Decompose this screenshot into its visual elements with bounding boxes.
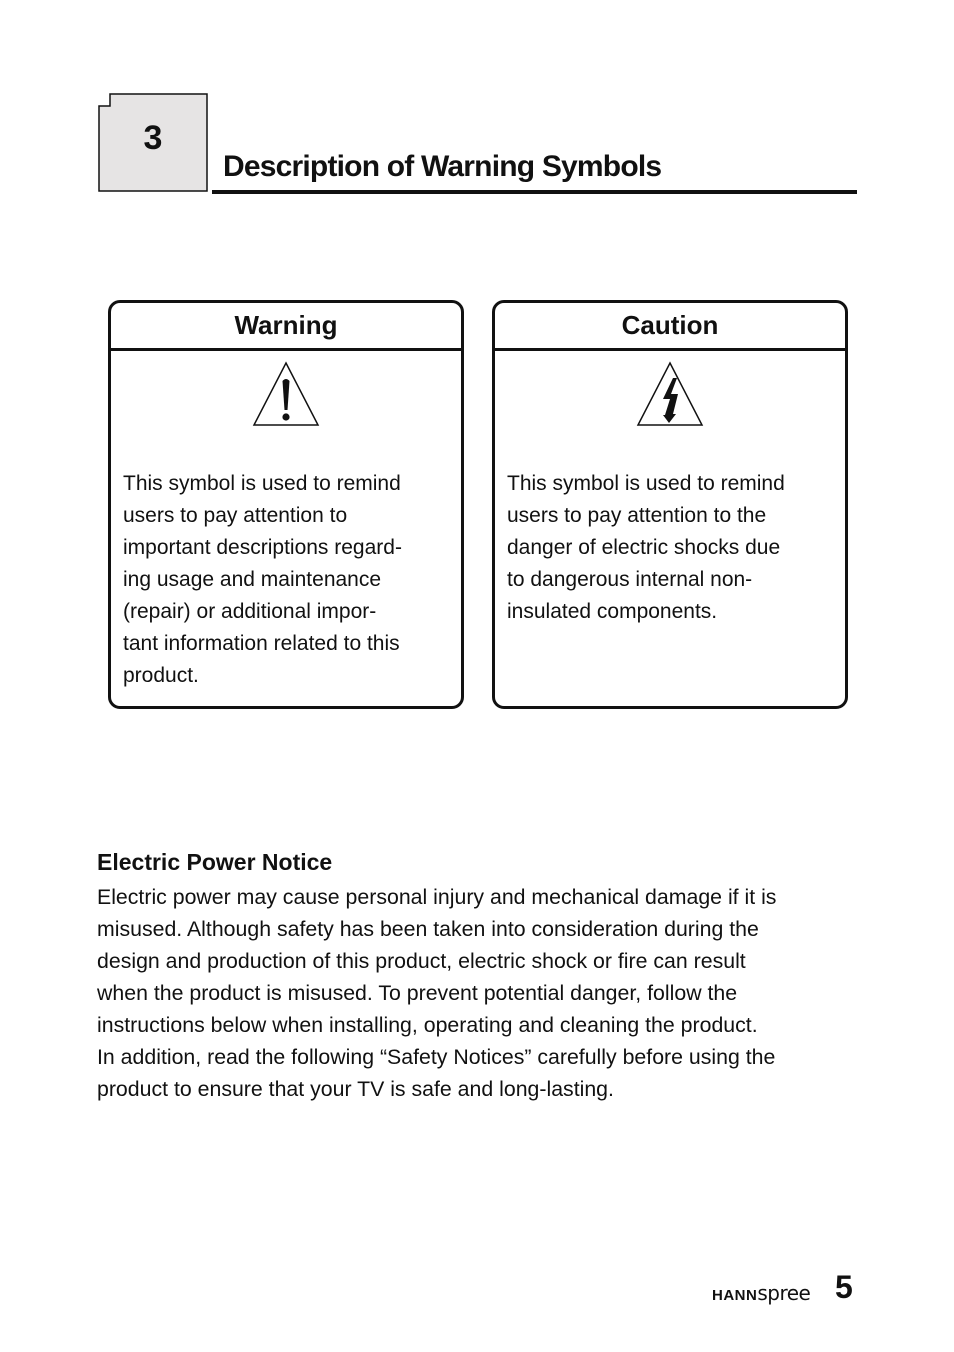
text-line: danger of electric shocks due: [507, 536, 781, 559]
text-line: ing usage and maintenance: [123, 568, 382, 591]
text-line: users to pay attention to the: [507, 504, 767, 527]
text-line: when the product is misused. To prevent potential danger, follow the: [97, 981, 738, 1005]
title-rule: [212, 190, 857, 194]
text-line: (repair) or additional impor-: [123, 600, 377, 623]
section-title: Description of Warning Symbols: [223, 150, 662, 183]
text-line: users to pay attention to: [123, 504, 348, 527]
warning-box: [108, 300, 464, 709]
lightning-triangle-icon: [636, 361, 704, 432]
text-line: In addition, read the following “Safety Notices” carefully before using the: [97, 1045, 776, 1069]
text-line: This symbol is used to remind: [507, 472, 785, 495]
chapter-number: 3: [143, 119, 163, 157]
caution-box-title: Caution: [495, 303, 845, 351]
text-line: important descriptions regard-: [123, 536, 402, 559]
caution-box: [492, 300, 848, 709]
brand-logo: [712, 1281, 810, 1306]
brand-logo-light: spree: [757, 1281, 811, 1305]
chapter-tab: [98, 93, 208, 192]
text-line: instructions below when installing, operating and cleaning the product.: [97, 1013, 758, 1037]
exclamation-triangle-icon: [252, 361, 320, 432]
text-line: This symbol is used to remind: [123, 472, 401, 495]
text-line: design and production of this product, electric shock or fire can result: [97, 949, 746, 973]
text-line: tant information related to this: [123, 632, 400, 655]
text-line: product.: [123, 664, 199, 687]
text-line: insulated components.: [507, 600, 718, 623]
warning-box-title: Warning: [111, 303, 461, 351]
warning-box-text: [123, 468, 453, 692]
page-number: 5: [835, 1269, 853, 1305]
text-line: misused. Although safety has been taken into consideration during the: [97, 917, 759, 941]
caution-box-text: [507, 468, 837, 628]
text-line: to dangerous internal non-: [507, 568, 753, 591]
notice-body: [97, 881, 867, 1105]
text-line: Electric power may cause personal injury and mechanical damage if it is: [97, 885, 777, 909]
brand-logo-bold: HANN: [712, 1287, 758, 1304]
notice-heading: Electric Power Notice: [97, 849, 333, 875]
text-line: product to ensure that your TV is safe and long-lasting.: [97, 1077, 614, 1101]
